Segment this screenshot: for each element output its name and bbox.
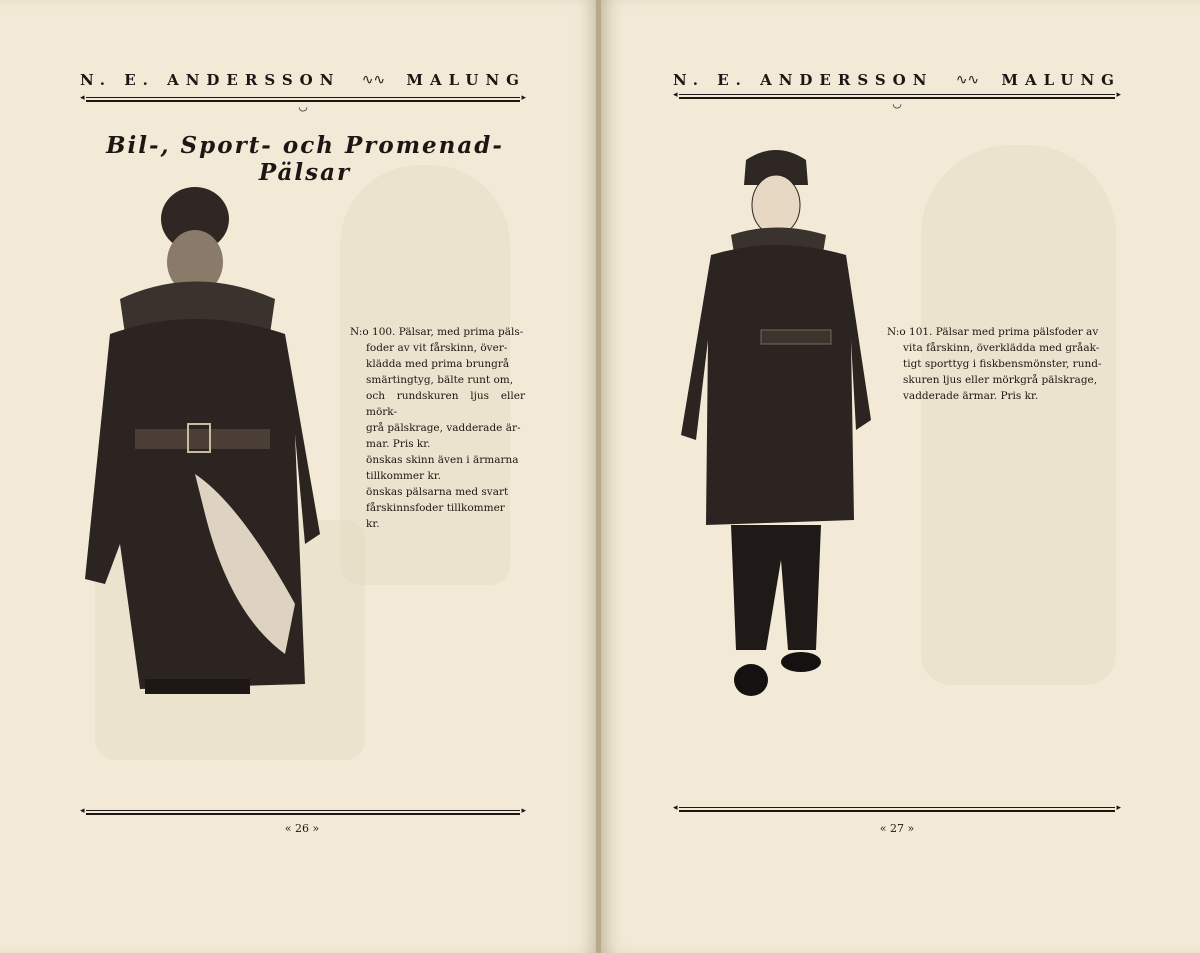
- ornament-icon: ∿∿: [955, 72, 980, 88]
- company-name: N. E. ANDERSSON: [80, 71, 341, 89]
- running-head: [80, 70, 526, 90]
- left-page: [0, 0, 598, 953]
- town-name: MALUNG: [1001, 71, 1121, 89]
- header-rule: ◂ ▸ ◡: [673, 90, 1121, 110]
- item-description: N:o 101. Pälsar med prima pälsfoder av vita fårskinn, överklädda med gråak- tigt sporttyg i fiskbensmönster, rund- skuren ljus eller mörkgrå pälskrage, vadderade ärmar. Pris kr.: [887, 326, 1102, 402]
- page-number: « 27 »: [879, 822, 915, 835]
- item-description: N:o 100. Pälsar, med prima päls- foder av vit fårskinn, över- klädda med prima brungrå smärtingtyg, bälte runt om, och rundskuren ljus eller mörk- grå pälskrage, vadderade är- mar. Pris kr. önskas skinn även i ärmarna tillkommer kr. önskas pälsarna med svart fårskinnsfoder tillkommer kr.: [350, 326, 525, 530]
- item-number: N:o 100.: [350, 326, 396, 338]
- coat-photo-figure: [80, 184, 330, 699]
- footer-rule: ◂ ▸: [80, 806, 526, 816]
- right-page: [601, 0, 1200, 953]
- item-number: N:o 101.: [887, 326, 933, 338]
- company-name: N. E. ANDERSSON: [673, 71, 934, 89]
- ornament-icon: ∿∿: [361, 72, 386, 88]
- page-number: « 26 »: [284, 822, 320, 835]
- show-through-shadow: [921, 145, 1116, 685]
- section-title: Bil-, Sport- och Promenad-Pälsar: [106, 132, 504, 186]
- footer-rule: ◂ ▸: [673, 803, 1121, 813]
- running-head: [673, 70, 1121, 90]
- coat-illustration-figure: [676, 140, 876, 705]
- header-rule: ◂ ▸ ◡: [80, 93, 526, 113]
- town-name: MALUNG: [406, 71, 526, 89]
